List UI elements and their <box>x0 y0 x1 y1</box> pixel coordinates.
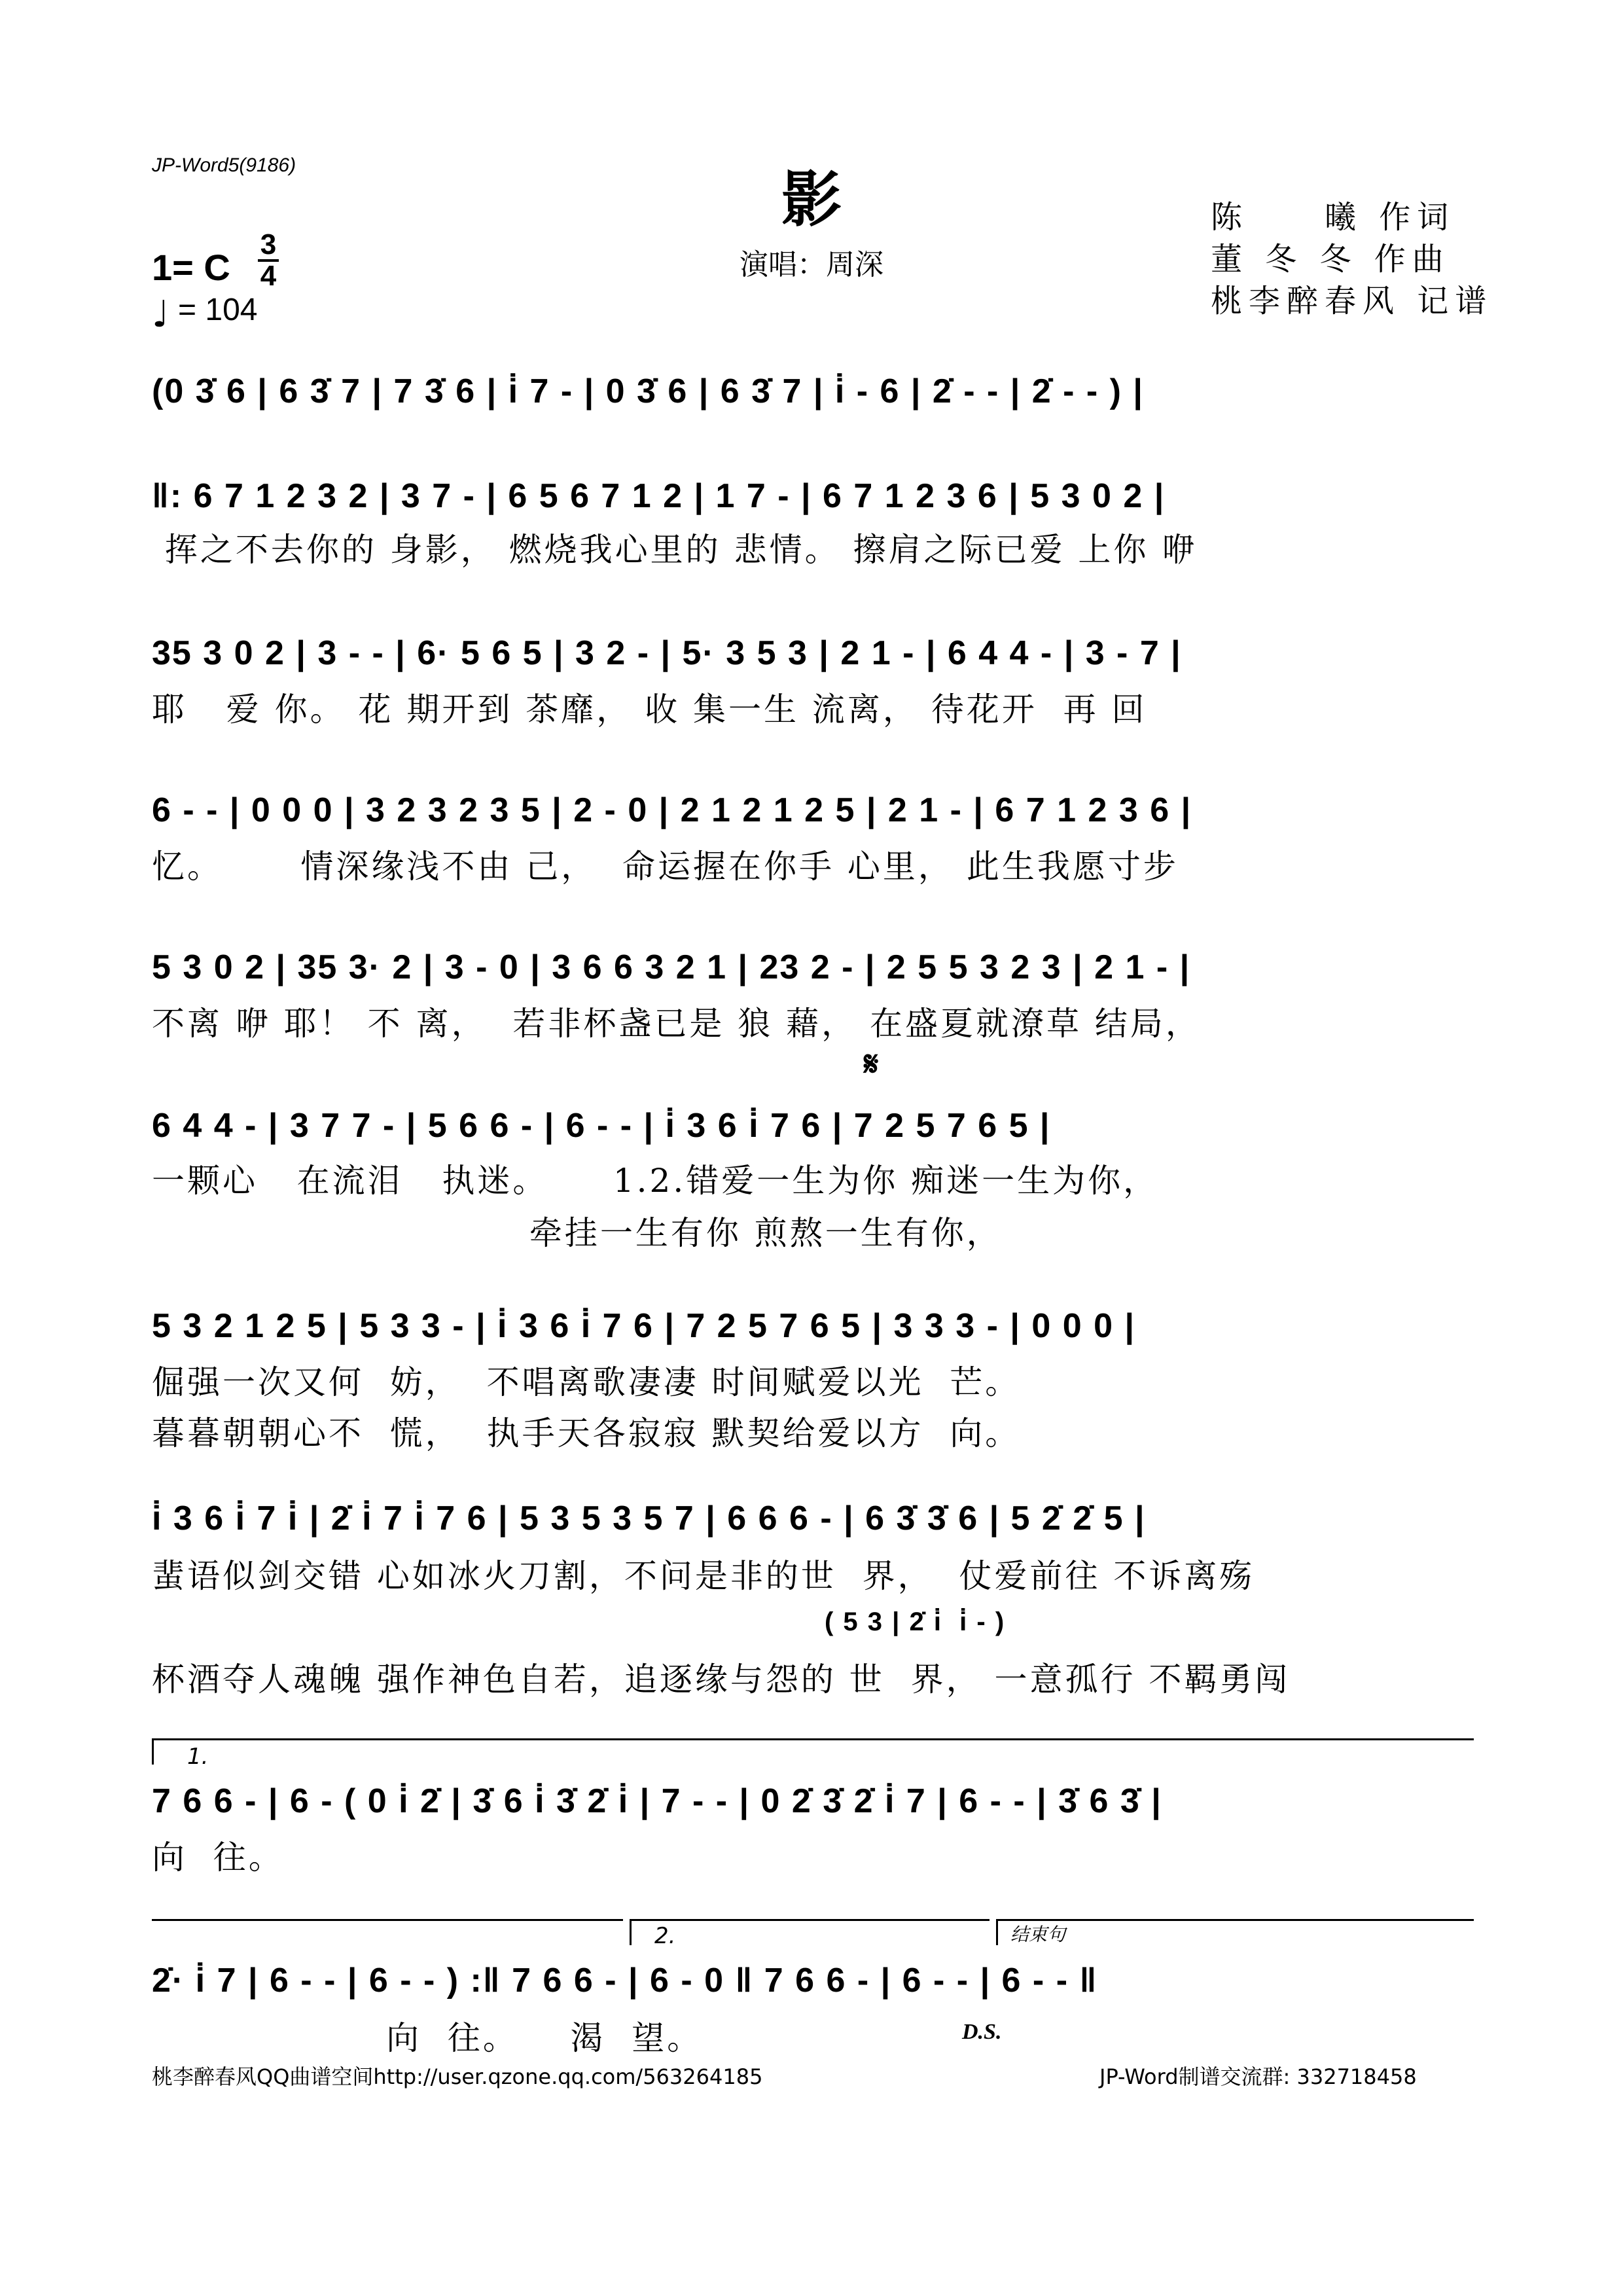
lyricist-credit: 陈 曦 作词 <box>1211 199 1455 236</box>
score-row-6-lyrics: 一颗心 在流泪 执迷。 1.2.错爱一生为你 痴迷一生为你， <box>152 1162 1159 1200</box>
volta-2-label: 2. <box>654 1923 676 1949</box>
ending-tick <box>996 1919 998 1945</box>
score-row-5-lyrics: 不离 咿 耶！ 不 离， 若非杯盏已是 狼 藉， 在盛夏就潦草 结局， <box>152 1005 1201 1043</box>
page-title: 影 <box>781 164 842 235</box>
dal-segno-mark: D.S. <box>962 2020 1002 2044</box>
score-row-9-lyrics: 向 往。 <box>152 1839 284 1876</box>
score-row-10-lyrics: 向 往。 渴 望。 <box>152 2019 703 2057</box>
alternate-notes: ( 5 3 | 2̇ i̇ i̇ - ) <box>825 1607 1006 1636</box>
score-row-7-lyrics: 倔强一次又何 妨， 不唱离歌凄凄 时间赋爱以光 芒。 <box>152 1363 1021 1401</box>
transcriber-credit: 桃李醉春风 记谱 <box>1211 283 1493 319</box>
ending-label: 结束句 <box>1010 1924 1066 1945</box>
score-row-8-notes: i̇ 3 6 i̇ 7 i̇ | 2̇ i̇ 7 i̇ 7 6 | 5 3 5 3 5 7 | 6 6 6 - | 6 3̇ 3̇ 6 | 5 2̇ 2̇ 5 | <box>152 1499 1146 1537</box>
volta-2-tick <box>630 1919 632 1945</box>
footer-group: JP-Word制谱交流群: 332718458 <box>1099 2064 1417 2089</box>
software-label: JP-Word5(9186) <box>152 154 296 176</box>
score-row-3-notes: 35 3 0 2 | 3 - - | 6· 5 6 5 | 3 2 - | 5· 3 5 3 | 2 1 - | 6 4 4 - | 3 - 7 | <box>152 634 1182 672</box>
score-row-9-notes: 7 6 6 - | 6 - ( 0 i̇ 2̇ | 3̇ 6 i̇ 3̇ 2̇ i̇ | 7 - - | 0 2̇ 3̇ 2̇ i̇ 7 | 6 - - | 3̇ 6 3̇ | <box>152 1782 1162 1820</box>
score-row-7-lyrics-verse2: 暮暮朝朝心不 慌， 执手天各寂寂 默契给爱以方 向。 <box>152 1414 1021 1452</box>
score-row-1-notes: (0 3̇ 6 | 6 3̇ 7 | 7 3̇ 6 | i̇ 7 - | 0 3̇ 6 | 6 3̇ 7 | i̇ - 6 | 2̇ - - | 2̇ - - ) | <box>152 372 1144 410</box>
score-row-10-notes: 2̇· i̇ 7 | 6 - - | 6 - - ) :‖ 7 6 6 - | 6 - 0 ‖ 7 6 6 - | 6 - - | 6 - - ‖ <box>152 1962 1098 2000</box>
score-row-3-lyrics: 耶 爱 你。 花 期开到 茶靡， 收 集一生 流离， 待花开 再 回 <box>152 691 1147 728</box>
footer-source: 桃李醉春风QQ曲谱空间http://user.qzone.qq.com/563264185 <box>152 2064 763 2089</box>
volta-1-tick <box>152 1738 154 1765</box>
key-signature: 1= C <box>152 247 230 288</box>
composer-credit: 董 冬 冬 作曲 <box>1211 241 1450 278</box>
time-top: 3 <box>260 228 277 260</box>
score-row-4-lyrics: 忆。 情深缘浅不由 己， 命运握在你手 心里， 此生我愿寸步 <box>152 848 1179 886</box>
tempo-mark: = 104 <box>178 293 258 327</box>
quarter-note-icon: ♩ <box>152 293 169 336</box>
score-row-8-lyrics-verse2: 杯酒夺人魂魄 强作神色自若，追逐缘与怨的 世 界， 一意孤行 不羁勇闯 <box>152 1660 1291 1698</box>
segno-sign: 𝄋 <box>864 1045 879 1084</box>
score-row-2-notes: ‖: 6 7 1 2 3 2 | 3 7 - | 6 5 6 7 1 2 | 1 7 - | 6 7 1 2 3 6 | 5 3 0 2 | <box>152 477 1166 515</box>
score-row-5-notes: 5 3 0 2 | 35 3· 2 | 3 - 0 | 3 6 6 3 2 1 | 23 2 - | 2 5 5 3 2 3 | 2 1 - | <box>152 948 1191 986</box>
score-row-6-notes: 6 4 4 - | 3 7 7 - | 5 6 6 - | 6 - - | i̇ 3 6 i̇ 7 6 | 7 2 5 7 6 5 | <box>152 1107 1051 1145</box>
volta-1-label: 1. <box>187 1744 209 1770</box>
score-row-2-lyrics: 挥之不去你的 身影， 燃烧我心里的 悲情。 擦肩之际已爱 上你 咿 <box>152 531 1198 569</box>
score-row-8-lyrics: 蜚语似剑交错 心如冰火刀割，不问是非的世 界， 仗爱前往 不诉离殇 <box>152 1557 1255 1595</box>
time-bottom: 4 <box>260 260 277 292</box>
volta-1-line <box>152 1738 1474 1740</box>
score-row-4-notes: 6 - - | 0 0 0 | 3 2 3 2 3 5 | 2 - 0 | 2 1 2 1 2 5 | 2 1 - | 6 7 1 2 3 6 | <box>152 791 1192 829</box>
volta-1-continue-line <box>152 1919 623 1921</box>
score-row-7-notes: 5 3 2 1 2 5 | 5 3 3 - | i̇ 3 6 i̇ 7 6 | 7 2 5 7 6 5 | 3 3 3 - | 0 0 0 | <box>152 1307 1136 1345</box>
volta-2-line <box>630 1919 990 1921</box>
ending-line <box>996 1919 1474 1921</box>
credits-block <box>1211 196 1493 322</box>
score-row-6-lyrics-verse2: 牵挂一生有你 煎熬一生有你， <box>152 1214 1002 1252</box>
singer-credit: 演唱：周深 <box>740 248 883 281</box>
time-signature <box>257 230 280 291</box>
